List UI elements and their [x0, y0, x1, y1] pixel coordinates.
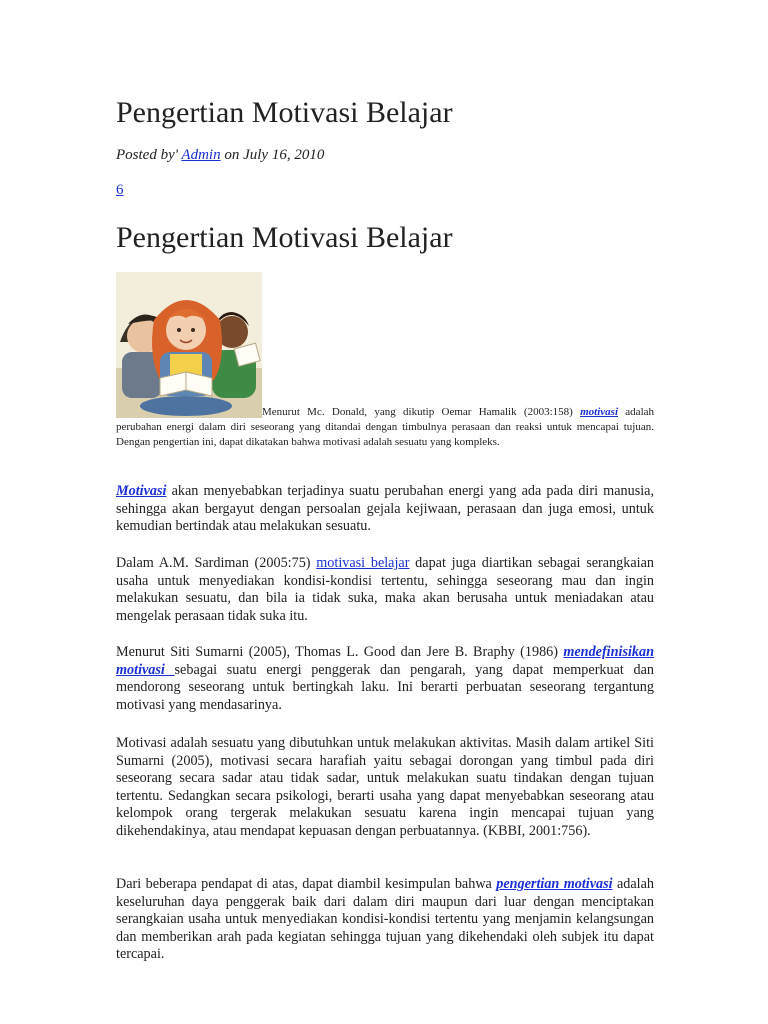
article-heading: Pengertian Motivasi Belajar	[116, 221, 453, 254]
link-motivasi[interactable]: motivasi	[580, 406, 618, 418]
post-title: Pengertian Motivasi Belajar	[116, 96, 453, 129]
children-reading-illustration	[116, 272, 262, 418]
paragraph-2: Dalam A.M. Sardiman (2005:75) motivasi belajar dapat juga diartikan sebagai serangkaian usaha untuk menyediakan kondisi-kondisi tertentu, sehingga seseorang mau dan ingin melakukan sesuatu, dan bila ia tidak suka, maka akan berusaha untuk meniadakan atau mengelak perasaan tidak suka itu.	[116, 555, 654, 624]
posted-by-label: Posted by'	[116, 147, 182, 163]
post-date: on July 16, 2010	[220, 147, 325, 163]
comment-count-link[interactable]: 6	[116, 182, 124, 198]
link-pengertian-motivasi[interactable]: pengertian motivasi	[496, 876, 613, 892]
post-meta	[116, 147, 324, 164]
author-link[interactable]: Admin	[181, 147, 221, 163]
link-motivasi-belajar[interactable]: motivasi belajar	[316, 555, 410, 571]
paragraph-4: Motivasi adalah sesuatu yang dibutuhkan untuk melakukan aktivitas. Masih dalam artikel Siti Sumarni (2005), motivasi secara harafiah yaitu sebagai dorongan yang timbul pada diri seseorang secara sadar atau tidak sadar, untuk melakukan suatu tindakan dengan tujuan tertentu. Sedangkan secara psikologi, berarti usaha yang dapat menyebabkan seseorang atau kelompok orang tergerak melakukan sesuatu karena ingin mencapai tujuan yang dikehendakinya, atau mendapat kepuasan dengan perbuatannya. (KBBI, 2001:756).	[116, 735, 654, 839]
link-motivasi-2[interactable]: Motivasi	[116, 483, 167, 499]
link-mendefinisikan-motivasi[interactable]: mendefinisikan motivasi	[116, 644, 654, 678]
intro-paragraph: Menurut Mc. Donald, yang dikutip Oemar Hamalik (2003:158) motivasi adalah perubahan energi dalam diri seseorang yang ditandai dengan timbulnya perasaan dan reaksi untuk mencapai tujuan. Dengan pengertian ini, dapat dikatakan bahwa motivasi adalah sesuatu yang kompleks.	[116, 406, 655, 448]
paragraph-5: Dari beberapa pendapat di atas, dapat diambil kesimpulan bahwa pengertian motivasi adalah keseluruhan daya penggerak baik dari dalam diri maupun dari luar dengan menciptakan serangkaian usaha untuk menyediakan kondisi-kondisi tertentu yang menjamin kelangsungan dan memberikan arah pada kegiatan sehingga tujuan yang dikehendaki oleh subjek itu dapat tercapai.	[116, 876, 654, 963]
paragraph-1: Motivasi akan menyebabkan terjadinya suatu perubahan energi yang ada pada diri manusia, sehingga akan bergayut dengan persoalan gejala kejiwaan, perasaan dan juga emosi, untuk kemudian bertindak atau melakukan sesuatu.	[116, 483, 654, 535]
paragraph-3: Menurut Siti Sumarni (2005), Thomas L. Good dan Jere B. Braphy (1986) mendefinisikan motivasi sebagai suatu energi penggerak dan pengarah, yang dapat memperkuat dan mendorong seseorang untuk bertingkah laku. Ini berarti perbuatan seseorang tergantung motivasi yang mendasarinya.	[116, 644, 654, 713]
